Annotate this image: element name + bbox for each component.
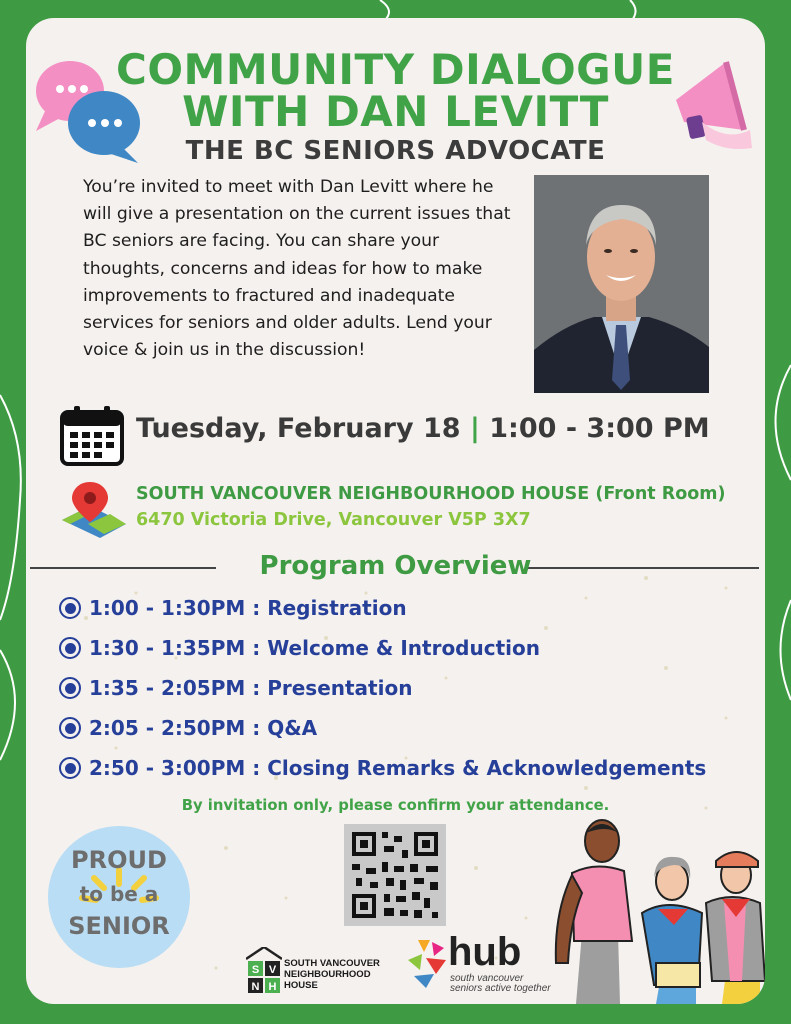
venue-name: SOUTH VANCOUVER NEIGHBOURHOOD HOUSE (Front Room) <box>136 484 726 504</box>
event-date: Tuesday, February 18 <box>136 413 461 444</box>
speaker-portrait <box>534 175 709 393</box>
qr-code[interactable] <box>344 824 446 926</box>
svnh-letter: S <box>251 964 260 976</box>
program-item <box>59 636 540 660</box>
program-item <box>59 676 412 700</box>
speaker-photo <box>534 175 709 393</box>
svnh-letter: H <box>268 981 277 993</box>
program-item-text: 2:05 - 2:50PM : Q&A <box>89 716 318 740</box>
hub-tagline-line-2: seniors active together <box>450 983 551 994</box>
program-item <box>59 756 706 780</box>
badge-line-1: PROUD <box>71 846 167 874</box>
hub-logo-tagline <box>450 974 551 994</box>
bullet-icon <box>59 637 81 659</box>
hub-tagline-line-1: south vancouver <box>450 973 524 984</box>
badge-line-3: SENIOR <box>68 912 170 940</box>
hub-logo-icon <box>406 938 450 990</box>
program-item <box>59 596 407 620</box>
seniors-illustration <box>546 813 765 1004</box>
program-item-text: 2:50 - 3:00PM : Closing Remarks & Acknowledgements <box>89 756 707 780</box>
bullet-icon <box>59 677 81 699</box>
bullet-icon <box>59 757 81 779</box>
title-line-2: WITH DAN LEVITT <box>182 87 609 136</box>
date-time-separator: | <box>469 413 480 444</box>
svnh-logo-text: SOUTH VANCOUVER NEIGHBOURHOOD HOUSE <box>284 958 380 991</box>
invitation-note: By invitation only, please confirm your attendance. <box>181 797 610 814</box>
map-pin-icon <box>60 476 128 540</box>
badge-line-2: to be a <box>79 882 159 906</box>
program-item-text: 1:30 - 1:35PM : Welcome & Introduction <box>89 636 540 660</box>
program-overview-title: Program Overview <box>259 551 532 581</box>
bullet-icon <box>59 717 81 739</box>
program-item <box>59 716 317 740</box>
flyer-card <box>26 18 765 1004</box>
svnh-letter: V <box>268 964 277 976</box>
event-date-time <box>136 413 710 444</box>
venue-address: 6470 Victoria Drive, Vancouver V5P 3X7 <box>136 510 531 530</box>
subtitle: THE BC SENIORS ADVOCATE <box>185 136 606 166</box>
qr-code-icon <box>344 824 446 926</box>
calendar-icon <box>60 404 124 466</box>
svnh-logo <box>246 947 282 995</box>
event-time: 1:00 - 3:00 PM <box>489 413 710 444</box>
program-item-text: 1:35 - 2:05PM : Presentation <box>89 676 413 700</box>
program-item-text: 1:00 - 1:30PM : Registration <box>89 596 407 620</box>
title-line-1: COMMUNITY DIALOGUE <box>116 45 675 94</box>
hub-logo-word: hub <box>448 930 522 974</box>
proud-senior-badge <box>48 826 190 968</box>
intro-paragraph: You’re invited to meet with Dan Levitt where he will give a presentation on the current issues that BC seniors are facing. You can share your thoughts, concerns and ideas for how to make improvements to fractured and inadequate services for seniors and older adults. Lend your voice & join us in the discussion! <box>83 177 511 361</box>
bullet-icon <box>59 597 81 619</box>
svnh-letter: N <box>251 981 260 993</box>
